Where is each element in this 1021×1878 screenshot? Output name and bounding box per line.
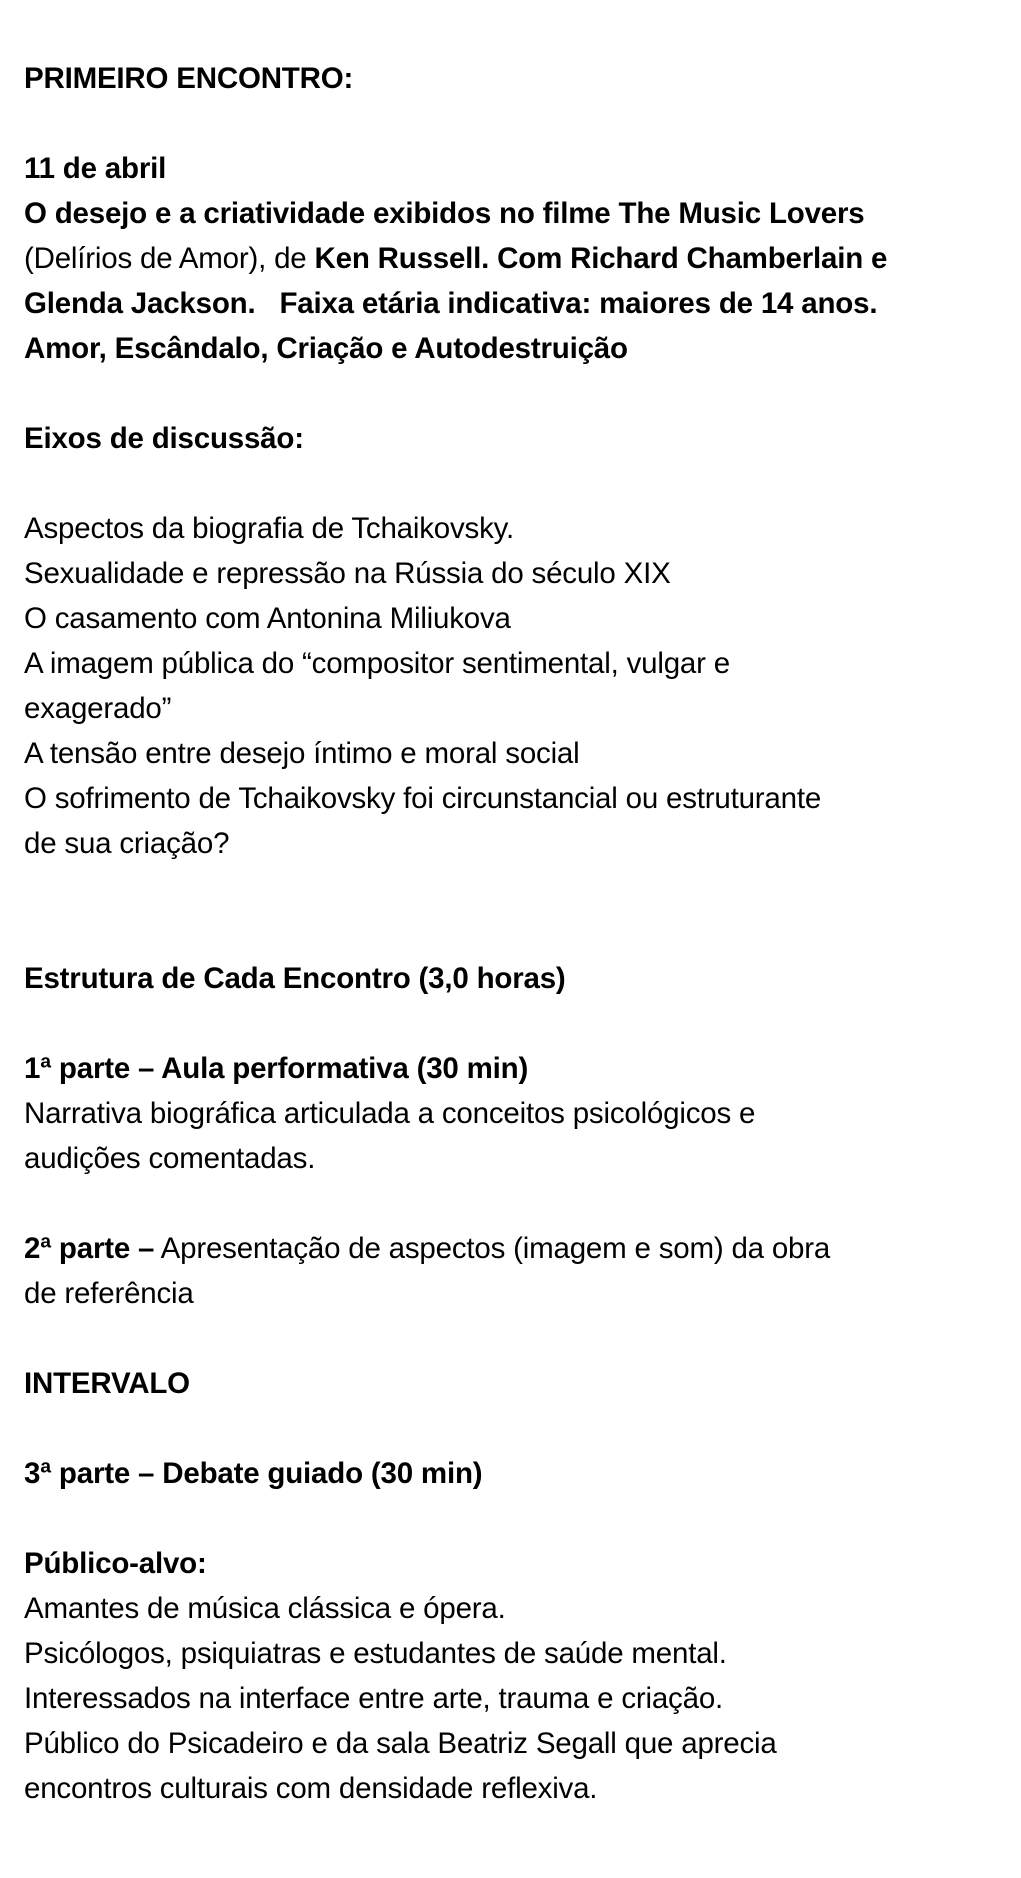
session-theme: Amor, Escândalo, Criação e Autodestruição — [24, 332, 628, 365]
audience-item: Psicólogos, psiquiatras e estudantes de saúde mental. — [24, 1637, 727, 1670]
spacer — [24, 371, 1001, 416]
film-cast-rating-line: Glenda Jackson. Faixa etária indicativa: maiores de 14 anos. — [24, 287, 878, 320]
discussion-item: A tensão entre desejo íntimo e moral social — [24, 737, 580, 770]
discussion-item: Aspectos da biografia de Tchaikovsky. — [24, 512, 515, 545]
spacer — [24, 461, 1001, 506]
spacer — [24, 1406, 1001, 1451]
discussion-heading: Eixos de discussão: — [24, 422, 304, 455]
part2-text: Apresentação de aspectos (imagem e som) da obra — [154, 1232, 831, 1265]
part3-title: 3ª parte – Debate guiado (30 min) — [24, 1457, 483, 1490]
audience-item: Interessados na interface entre arte, trauma e criação. — [24, 1682, 724, 1715]
part2-text: de referência — [24, 1277, 194, 1310]
spacer — [24, 101, 1001, 146]
film-subtitle: (Delírios de Amor), de — [24, 242, 315, 275]
page-title: PRIMEIRO ENCONTRO: — [24, 62, 354, 95]
spacer — [24, 1001, 1001, 1046]
interval-label: INTERVALO — [24, 1367, 190, 1400]
film-director: Ken Russell. Com Richard Chamberlain e — [314, 242, 888, 275]
audience-item: Amantes de música clássica e ópera. — [24, 1592, 506, 1625]
discussion-item: O sofrimento de Tchaikovsky foi circunstancial ou estruturante — [24, 782, 822, 815]
spacer — [24, 1316, 1001, 1361]
discussion-item: exagerado” — [24, 692, 172, 725]
spacer — [24, 866, 1001, 956]
film-title-line: O desejo e a criatividade exibidos no filme The Music Lovers — [24, 197, 865, 230]
audience-heading: Público-alvo: — [24, 1547, 207, 1580]
discussion-item: O casamento com Antonina Miliukova — [24, 602, 511, 635]
part2-title: 2ª parte – — [24, 1232, 155, 1265]
film-credits-line — [24, 236, 1001, 281]
audience-item: encontros culturais com densidade reflexiva. — [24, 1772, 598, 1805]
part1-text: audições comentadas. — [24, 1142, 316, 1175]
part1-title: 1ª parte – Aula performativa (30 min) — [24, 1052, 529, 1085]
discussion-item: A imagem pública do “compositor sentimental, vulgar e — [24, 647, 730, 680]
structure-heading: Estrutura de Cada Encontro (3,0 horas) — [24, 962, 566, 995]
part1-text: Narrativa biográfica articulada a conceitos psicológicos e — [24, 1097, 756, 1130]
discussion-item: Sexualidade e repressão na Rússia do século XIX — [24, 557, 671, 590]
session-date: 11 de abril — [24, 152, 167, 185]
spacer — [24, 1181, 1001, 1226]
part2-line — [24, 1226, 1001, 1271]
audience-item: Público do Psicadeiro e da sala Beatriz Segall que aprecia — [24, 1727, 777, 1760]
discussion-item: de sua criação? — [24, 827, 230, 860]
spacer — [24, 1496, 1001, 1541]
